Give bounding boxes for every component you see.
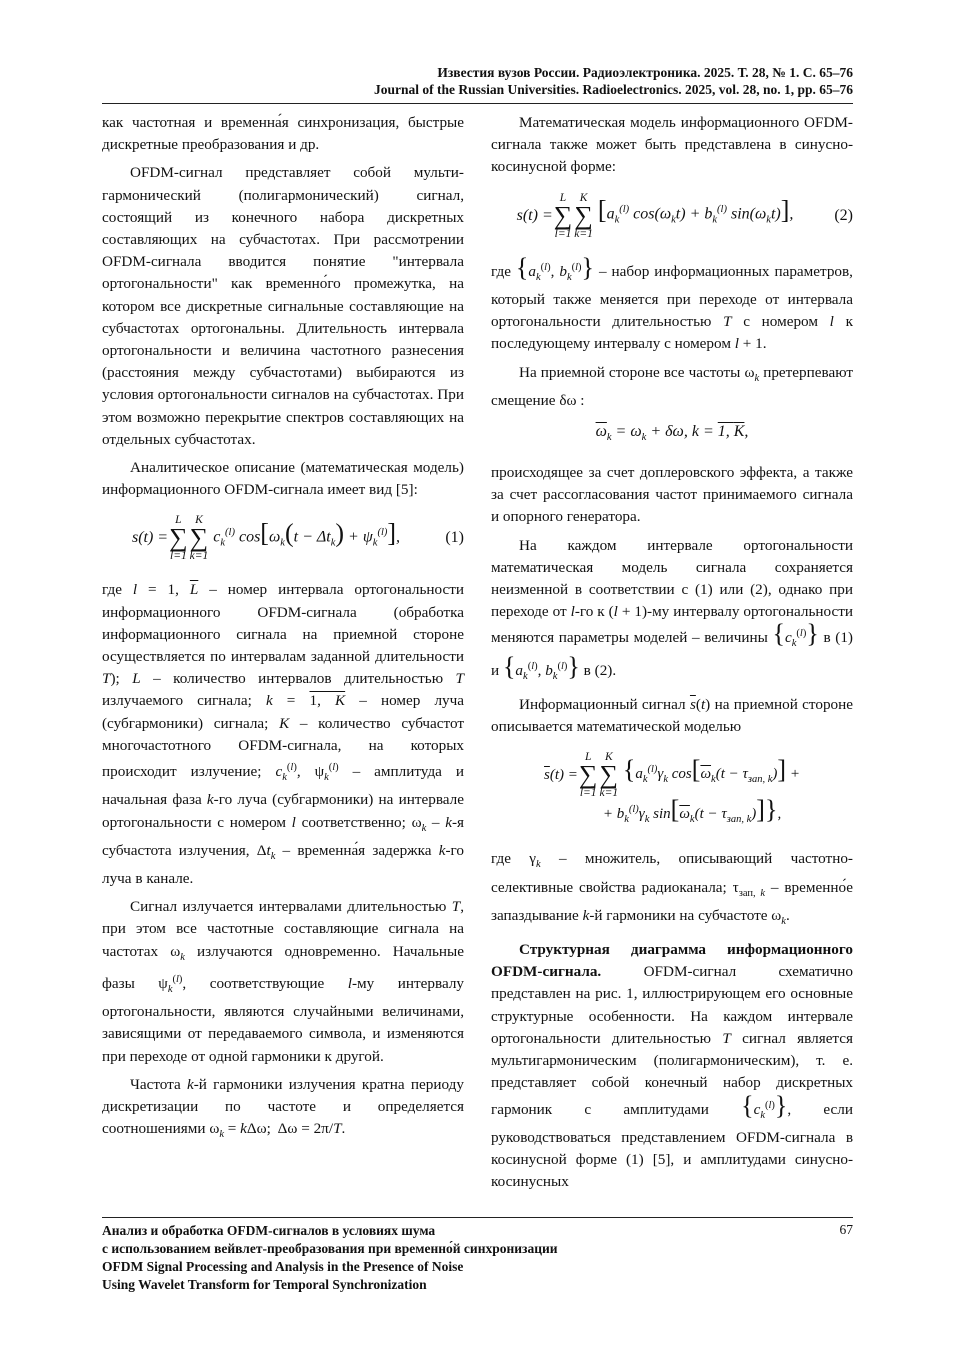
paragraph: Информационный сигнал $\overline{s}(t)$ на приемной стороне описывается математической моделью	[491, 695, 854, 736]
paragraph: На приемной стороне все частоты $\omega_k$ претерпевают смещение δω :	[491, 363, 853, 409]
paragraph: Аналитическое описание (математическая модель) информационного OFDM-сигнала имеет вид [5]:	[102, 459, 464, 499]
paragraph: происходящее за счет доплеровского эффекта, а также за счет рассогласования частот принимаемого сигнала и опорного генератора.	[491, 463, 853, 526]
paragraph: Частота k-й гармоники излучения кратна периоду дискретизации по частоте и определяется соотношениями $\omega_k = k\Delta\omega$; Δω = 2π/T.	[102, 1075, 464, 1141]
footer-rule	[102, 1217, 853, 1218]
paragraph: как частотная и временна́я синхронизация, быстрые дискретные преобразования и др.	[102, 114, 464, 154]
section-heading: Структурная диаграмма информационного OFDM-сигнала.	[491, 941, 853, 981]
header-rule	[102, 103, 853, 104]
equation-number: (2)	[834, 206, 853, 224]
footer-title-en-1: OFDM Signal Processing and Analysis in the Presence of Noise	[102, 1259, 464, 1274]
header-line-en: Journal of the Russian Universities. Radioelectronics. 2025, vol. 28, no. 1, pp. 65–76	[373, 82, 853, 97]
paragraph: где {$a_k^{(l)}$, $b_k^{(l)}$} – набор информационных параметров, который также меняется при переходе от интервала ортогональности длительностью T с номером l к последующему интервалу с номером l + 1.	[491, 252, 853, 353]
running-header	[102, 64, 853, 98]
footer-title-ru-1: Анализ и обработка OFDM-сигналов в условиях шума	[102, 1223, 436, 1238]
paragraph: Сигнал излучается интервалами длительностью T, при этом все частотные составляющие сигнала на частотах $\omega_k$ излучаются одновременно. Начальные фазы $\psi_k^{(l)}$, соответствующие l-му интервалу ортогональности, являются случайными величинами, зависящими от передаваемого символа, и изменяются при переходе от одной гармоники к другой.	[102, 898, 464, 1065]
equation-1: s(t) = L ∑ l=1 K ∑ k=1 $c_k^{(l)}$ $\cos[\omega_k(t - \Delta t_k) + \psi_k^{(l)}]$, (1)	[131, 514, 464, 563]
right-column	[491, 112, 853, 1193]
left-column	[102, 112, 464, 1146]
header-line-ru: Известия вузов России. Радиоэлектроника. 2025. Т. 28, № 1. С. 65–76	[437, 65, 853, 80]
paragraph: На каждом интервале ортогональности математическая модель сигнала сохраняется неизменной в соответствии с (1) или (2), однако при переходе от l-го к (l + 1)-му интервалу ортогональности меняются параметры моделей – величины $\{c_k^{(l)}\}$ в (1) и {$a_k^{(l)}$, $b_k^{(l)}$} в (2).	[491, 536, 853, 682]
equation-received: $\overline{s}(t)$ = L ∑ l=1 K ∑ k=1 {$a_k^{(l)}\gamma_k$ $\cos[\overline{\omega}_k(t - \tau_{зап, k})]$ + + $b_k^{(l)}\gamma_k$ $\sin[\overline{\omega}_k(t - \tau_{зап, k})]$},	[544, 751, 800, 826]
running-footer	[102, 1222, 862, 1294]
equation-number: (1)	[445, 529, 464, 547]
page-number: 67	[839, 1222, 853, 1237]
paragraph: Математическая модель информационного OFDM-сигнала также может быть представлена в синусно-косинусной форме:	[491, 114, 853, 176]
footer-title-en-2: Using Wavelet Transform for Temporal Synchronization	[102, 1277, 427, 1292]
equation-2: s(t) = L ∑ l=1 K ∑ k=1 [$a_k^{(l)}$ $\cos(\omega_kt) + b_k^{(l)}$ $\sin(\omega_kt)$], (2)	[516, 191, 853, 240]
paragraph: где l = 1, $\overline{L}$ – номер интервала ортогональности информационного OFDM-сигнала (обработка информационного сигнала на приемной стороне осуществляется по интервалам заданной длительности T); L – количество интервалов длительностью T излучаемого сигнала; k = 1, K – номер луча (субгармоники) сигнала; K – количество субчастот многочастотного OFDM-сигнала, на которых происходит излучение; $c_k^{(l)}$, $\psi_k^{(l)}$ – амплитуда и начальная фаза k-го луча (субгармоники) на интервале ортогональности с номером l соответственно; $\omega_k - k-я$ субчастота излучения, $\Delta t_k$ – временна́я задержка k-го луча в канале.	[102, 581, 464, 888]
footer-title-ru-2: с использованием вейвлет-преобразования при временно́й синхронизации	[102, 1241, 558, 1256]
paragraph: где $\gamma_k$ – множитель, описывающий частотно-селективные свойства радиоканала; $\tau_{зап, k}$ – временно́е запаздывание k-й гармоники на субчастоте $\omega_k$.	[491, 850, 853, 927]
paragraph: Структурная диаграмма информационного OFDM-сигнала. OFDM-сигнал схематично представлен на рис. 1, иллюстрирующем его основные структурные особенности. На каждом интервале ортогональности длительностью T сигнал является мультигармоническим (полигармоническим), т. е. представляет собой конечный набор дискретных гармоник с амплитудами $\{c_k^{(l)}\}$, если руководствоваться представлением OFDM-сигнала в косинусной форме (1) [5], и амплитудами синусно-косинусных	[491, 941, 853, 1191]
equation-shift: $\overline{\omega}_k = \omega_k + \delta\omega$, k = 1, K,	[595, 422, 749, 443]
paragraph: OFDM-сигнал представляет собой мульти-гармонический (полигармонический) сигнал, состоящий из конечного набора дискретных составляющих на субчастотах. При рассмотрении OFDM-сигнала вводится понятие "интервала ортогональности" как временно́го промежутка, на котором все дискретные сигнальные составляющие на субчастотах ортогональны. Длительность интервала ортогональности и величина частотного разнесения (расстояния между субчастотами) выбираются из условия ортогональности сигналов на субчастотах. При этом возможно перекрытие спектров составляющих на отдельных субчастотах.	[102, 164, 464, 448]
